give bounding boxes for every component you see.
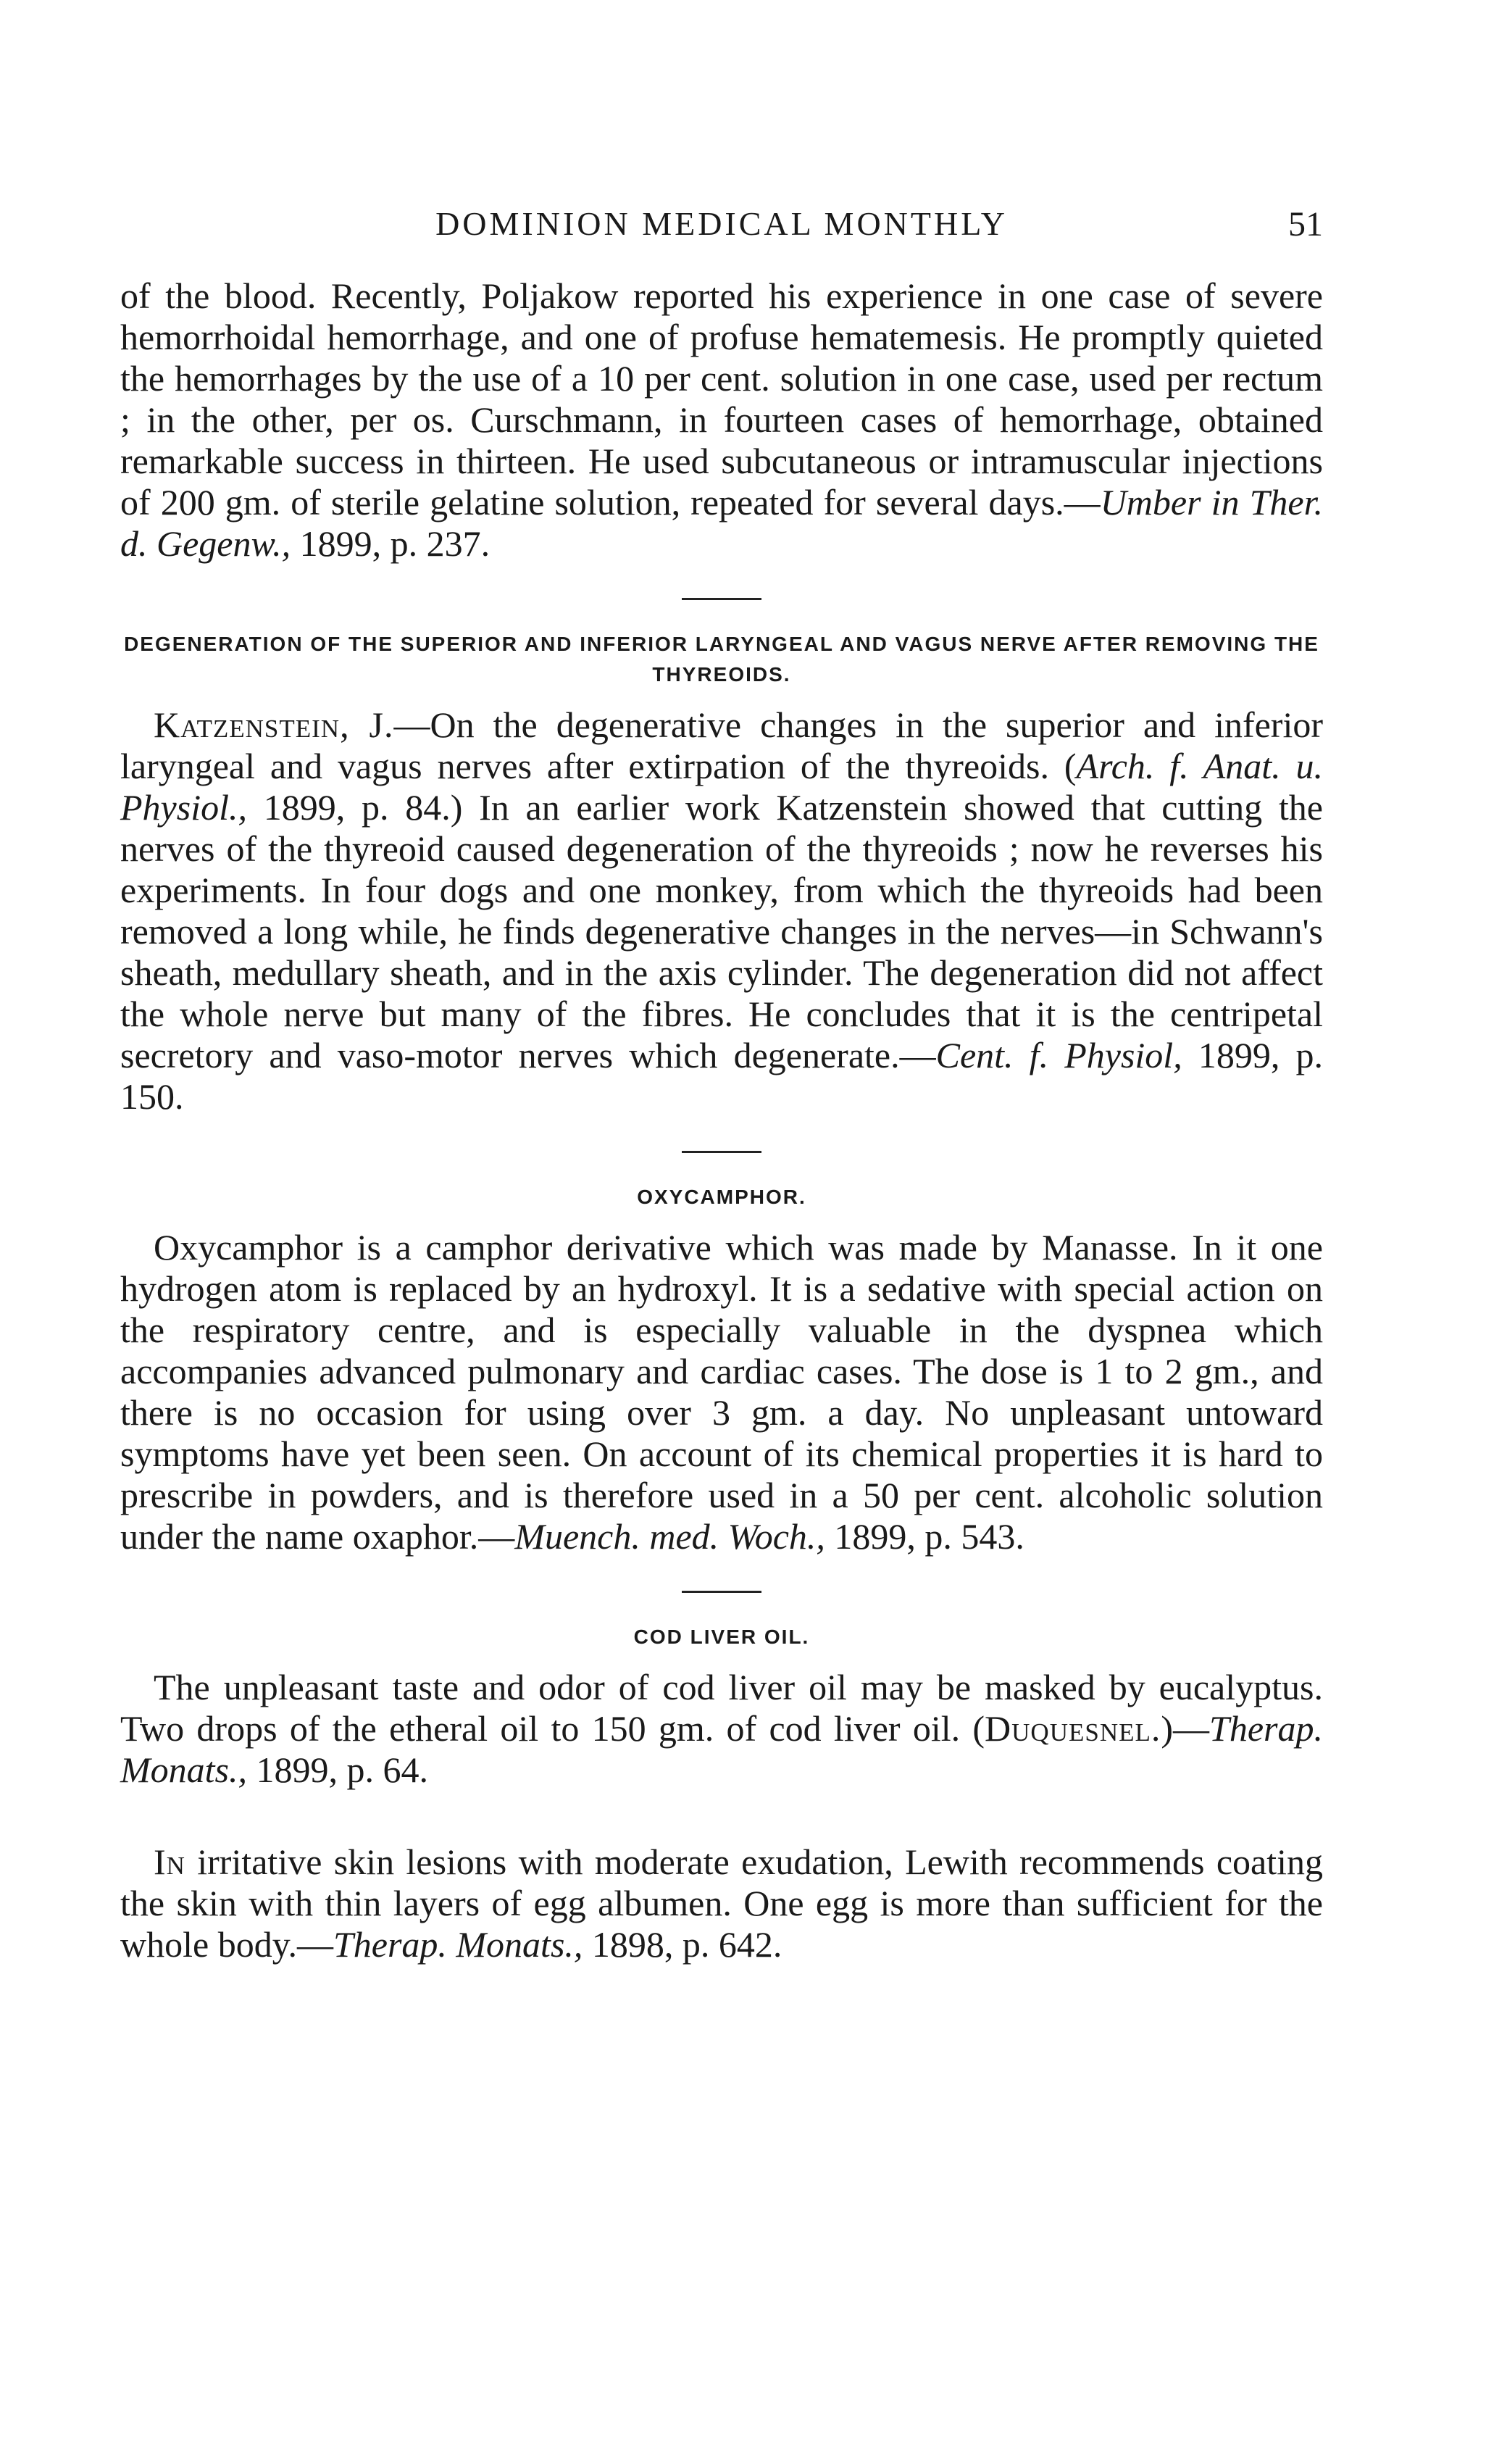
citation-tail: 1898, p. 642. bbox=[583, 1924, 782, 1965]
paragraph-text: Oxycamphor is a camphor derivative which was made by Manasse. In it one hydrogen atom is replaced by an hydroxyl. It is a sedative with special action on the respiratory centre, and is especially valuable in the dyspnea which accompanies advanced pulmonary and cardiac cases. The dose is 1 to 2 gm., and there is no occasion for using over 3 gm. a day. No unpleasant untoward symptoms have yet been seen. On account of its chemical properties it is hard to prescribe in powders, and is therefore used in a 50 per cent. alcoholic solution under the name oxaphor.— bbox=[120, 1227, 1323, 1557]
citation: Cent. f. Physiol, bbox=[935, 1035, 1182, 1075]
author-name: Katzenstein, J. bbox=[154, 704, 394, 745]
paragraph-text: irritative skin lesions with moderate exudation, Lewith recommends coating the skin with thin layers of egg albumen. One egg is more than sufficient for the whole body.— bbox=[120, 1841, 1323, 1965]
article-paragraph bbox=[120, 1667, 1323, 1791]
citation-tail: 1899, p. 543. bbox=[825, 1516, 1024, 1557]
citation-tail: 1899, p. 237. bbox=[291, 523, 491, 564]
citation: Therap. Monats., bbox=[333, 1924, 583, 1965]
continued-paragraph bbox=[120, 275, 1323, 565]
page-number: 51 bbox=[1288, 205, 1323, 244]
section-divider bbox=[682, 1151, 761, 1153]
article-paragraph bbox=[120, 1841, 1323, 1965]
author-name: Duquesnel. bbox=[985, 1708, 1161, 1749]
article-paragraph bbox=[120, 704, 1323, 1117]
section-heading: COD LIVER OIL. bbox=[633, 1626, 810, 1648]
paragraph-text: —On the degenerative changes in the superior and inferior laryngeal and vagus nerves after extirpation of the thyreoids. ( bbox=[120, 704, 1323, 786]
section-heading: DEGENERATION OF THE SUPERIOR AND INFERIOR LARYNGEAL AND VAGUS NERVE AFTER REMOVING THE THYREOIDS. bbox=[124, 633, 1319, 686]
article-paragraph bbox=[120, 1227, 1323, 1557]
paragraph-text: 1899, p. 84.) In an earlier work Katzenstein showed that cutting the nerves of the thyreoid caused degeneration of the thyreoids ; now he reverses his experiments. In four dogs and one monkey, from which the thyreoids had been removed a long while, he finds degenerative changes in the nerves—in Schwann's sheath, medullary sheath, and in the axis cylinder. The degeneration did not affect the whole nerve but many of the fibres. He concludes that it is the centripetal secretory and vaso-motor nerves which degenerate.— bbox=[120, 787, 1323, 1075]
paragraph-text: )— bbox=[1161, 1708, 1210, 1749]
section-divider bbox=[682, 1591, 761, 1593]
citation: Muench. med. Woch., bbox=[514, 1516, 825, 1557]
journal-page bbox=[120, 204, 1323, 1965]
citation: Therap. Monats., bbox=[120, 1708, 1323, 1790]
section-divider bbox=[682, 598, 761, 600]
paragraph-text: of the blood. Recently, Poljakow reported his experience in one case of severe hemorrhoidal hemorrhage, and one of profuse hematemesis. He promptly quieted the hemorrhages by the use of a 10 per cent. solution in one case, used per rectum ; in the other, per os. Curschmann, in fourteen cases of hemorrhage, obtained remarkable success in thirteen. He used subcutaneous or intramuscular injections of 200 gm. of sterile gelatine solution, repeated for several days.— bbox=[120, 275, 1323, 523]
section-heading: OXYCAMPHOR. bbox=[637, 1186, 806, 1208]
citation-tail: 1899, p. 64. bbox=[247, 1749, 428, 1790]
citation-tail: 1899, p. 150. bbox=[120, 1035, 1324, 1117]
running-head bbox=[120, 204, 1323, 255]
citation: Arch. f. Anat. u. Physiol., bbox=[120, 746, 1323, 828]
lead-word: In bbox=[154, 1841, 185, 1882]
running-title: DOMINION MEDICAL MONTHLY bbox=[435, 205, 1008, 242]
paragraph-text: The unpleasant taste and odor of cod liver oil may be masked by eucalyptus. Two drops of the etheral oil to 150 gm. of cod liver oil. ( bbox=[120, 1667, 1323, 1749]
paragraph-gap bbox=[120, 1791, 1323, 1841]
citation: Umber in Ther. d. Gegenw., bbox=[120, 482, 1323, 564]
